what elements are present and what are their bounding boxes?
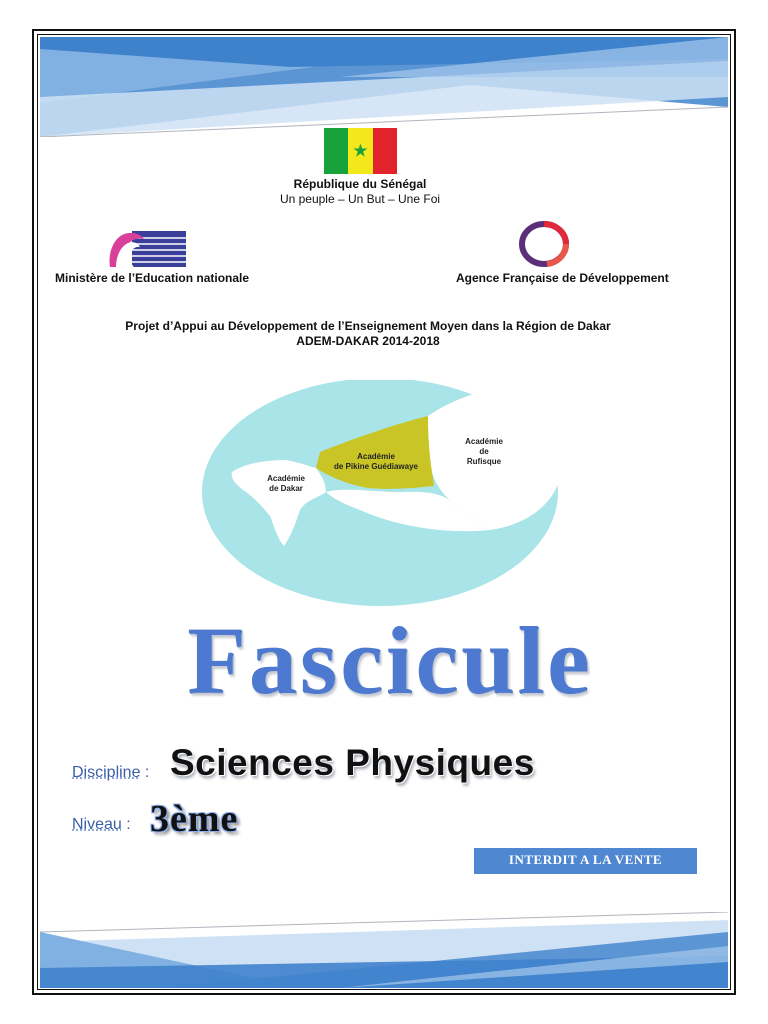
discipline-value: Sciences Physiques xyxy=(170,742,535,783)
header-decorative-band xyxy=(40,37,728,137)
project-subtitle: ADEM-DAKAR 2014-2018 xyxy=(296,334,440,348)
footer-decorative-band xyxy=(40,912,728,988)
flag-stripe-red xyxy=(373,128,397,174)
not-for-sale-banner: INTERDIT A LA VENTE xyxy=(474,848,697,874)
ministry-name: Ministère de l’Education nationale xyxy=(55,271,250,285)
afd-logo-icon xyxy=(517,220,571,268)
flag-stripe-green xyxy=(324,128,348,174)
discipline-label: Discipline : xyxy=(72,764,150,781)
country-motto: Un peuple – Un But – Une Foi xyxy=(279,192,441,206)
country-name: République du Sénégal xyxy=(293,177,427,191)
ministry-logo-icon xyxy=(106,229,188,269)
map-label-pikine: Académie de Pikine Guédiawaye xyxy=(333,452,419,471)
niveau-label: Niveau : xyxy=(72,816,131,833)
project-title: Projet d’Appui au Développement de l’Enseignement Moyen dans la Région de Dakar xyxy=(125,319,611,333)
map-label-rufisque: Académie de Rufisque xyxy=(465,437,503,466)
map-label-dakar: Académie de Dakar xyxy=(267,474,305,493)
flag-star-icon: ★ xyxy=(352,140,369,161)
flag-stripe-yellow xyxy=(348,128,372,174)
dakar-region-map xyxy=(200,380,560,608)
afd-name: Agence Française de Développement xyxy=(456,271,669,285)
senegal-flag-icon xyxy=(324,128,397,174)
niveau-value: 3ème xyxy=(150,798,239,840)
document-title: Fascicule xyxy=(187,607,593,714)
